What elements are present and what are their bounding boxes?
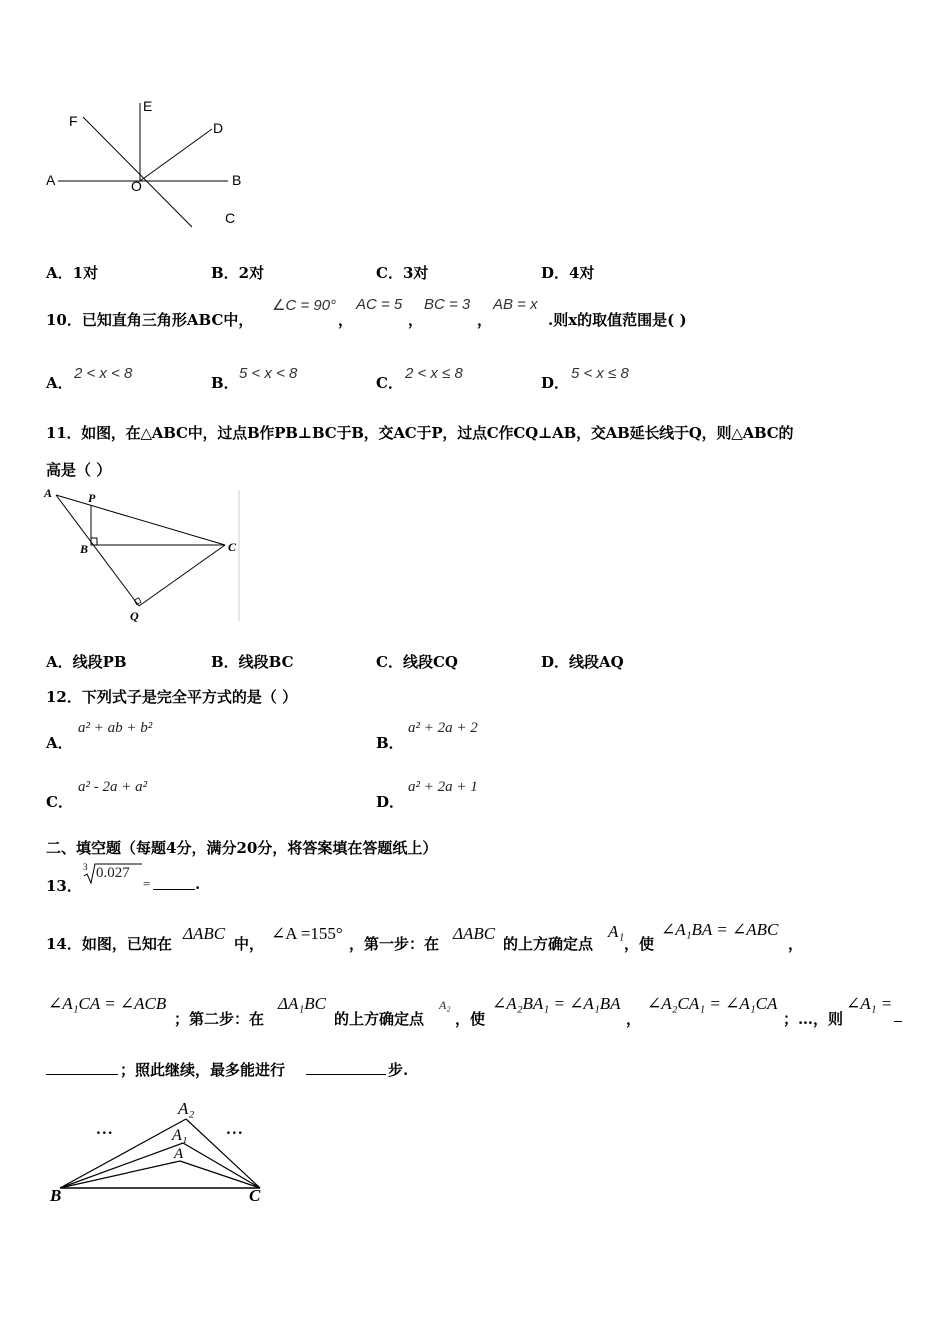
q14-eq-3: ∠A₂BA₁ = ∠A₁BA <box>492 994 621 1013</box>
right-angle-mark-B <box>91 538 97 545</box>
q14-triangle-a1bc: ΔA₁BC <box>278 994 326 1013</box>
q11-option-c[interactable]: C．线段CQ <box>376 653 458 671</box>
section-2-title: 二、填空题（每题4分，满分20分，将答案填在答题纸上） <box>46 839 438 857</box>
q10-option-c-math[interactable]: 2 < x ≤ 8 <box>405 365 463 382</box>
q13-radical-index: 3 <box>83 862 88 872</box>
q14-text-9: ，使 <box>455 1010 486 1028</box>
label-Q: Q <box>130 609 139 623</box>
label-F: F <box>69 113 78 129</box>
q12-option-c-math[interactable]: a² - 2a + a² <box>78 779 148 795</box>
q10-option-d-label[interactable]: D． <box>541 374 570 392</box>
q14-triangle-abc-2: ΔABC <box>453 924 496 943</box>
q14-angle-a: ∠A =155° <box>271 924 343 943</box>
q12-option-a-label[interactable]: A． <box>46 734 73 752</box>
q12-stem: 12．下列式子是完全平方式的是（ ） <box>46 688 298 706</box>
q10-option-b-math[interactable]: 5 < x < 8 <box>239 365 298 382</box>
q11-option-b[interactable]: B．线段BC <box>211 653 294 671</box>
q14-triangle-figure <box>50 1095 280 1215</box>
q10-comma-1: ， <box>338 311 354 329</box>
q14-text-2: 中， <box>234 935 265 953</box>
label-A: A <box>44 486 53 500</box>
label-B: B <box>50 1186 62 1205</box>
q10-option-d-math[interactable]: 5 < x ≤ 8 <box>571 365 629 382</box>
label-A2: A₂ <box>178 1099 195 1118</box>
q14-answer-blank-2[interactable] <box>306 1059 386 1075</box>
q10-stem-prefix: 10．已知直角三角形ABC中， <box>46 311 254 329</box>
segment-BA <box>60 1161 180 1188</box>
q11-stem-line1: 11．如图，在△ABC中，过点B作PB⊥BC于B，交AC于P，过点C作CQ⊥AB，交AB延长线于Q，则△ABC的 <box>46 424 794 442</box>
label-E: E <box>143 98 153 114</box>
q10-cond-ab: AB = x <box>493 296 538 313</box>
segment-AQ <box>56 495 139 606</box>
q12-option-b-label[interactable]: B． <box>376 734 404 752</box>
q9-option-a[interactable]: A．1对 <box>46 264 99 282</box>
q10-option-a-math[interactable]: 2 < x < 8 <box>74 365 133 382</box>
label-A1: A₁ <box>172 1127 188 1144</box>
q14-text-3: ，第一步：在 <box>349 935 440 953</box>
q14-text-11: ；…，则 <box>783 1010 844 1028</box>
q10-comma-3: ， <box>477 311 493 329</box>
q14-text-6: ， <box>788 935 804 953</box>
q9-option-c[interactable]: C．3对 <box>376 264 429 282</box>
q13-period: . <box>195 875 201 893</box>
line-FC <box>83 117 192 227</box>
label-D: D <box>213 120 224 136</box>
label-A: A <box>174 1146 184 1162</box>
label-C: C <box>225 210 236 226</box>
q14-text-5: ，使 <box>624 935 655 953</box>
q10-option-b-label[interactable]: B． <box>211 374 239 392</box>
label-C: C <box>249 1186 261 1205</box>
q14-text-10: ， <box>626 1010 642 1028</box>
q14-eq-1: ∠A₁BA = ∠ABC <box>661 920 779 939</box>
q9-option-d[interactable]: D．4对 <box>541 264 595 282</box>
q14-answer-blank-1[interactable] <box>46 1059 118 1075</box>
q14-text-12: ；照此继续，最多能进行 <box>120 1061 286 1079</box>
label-A: A <box>46 172 56 188</box>
segment-CA2 <box>186 1119 260 1188</box>
ray-OD <box>140 129 212 181</box>
segment-AC <box>56 495 225 545</box>
q14-point-a2: A₂ <box>439 998 451 1012</box>
q10-comma-2: ， <box>408 311 424 329</box>
q10-cond-ac: AC = 5 <box>356 296 403 313</box>
q12-option-d-label[interactable]: D． <box>376 793 405 811</box>
q9-option-b[interactable]: B．2对 <box>211 264 265 282</box>
q14-eq-5: ∠A₁ = <box>846 994 893 1013</box>
q14-eq-2: ∠A₁CA = ∠ACB <box>48 994 167 1013</box>
q14-text-7: ；第二步：在 <box>174 1010 265 1028</box>
q14-point-a1: A₁ <box>608 922 625 941</box>
q14-text-13: 步. <box>388 1061 409 1079</box>
ellipsis-left: ... <box>96 1122 114 1138</box>
ellipsis-right: ... <box>226 1122 244 1138</box>
q14-eq-4: ∠A₂CA₁ = ∠A₁CA <box>647 994 778 1013</box>
q11-triangle-figure <box>42 485 247 625</box>
q14-text-8: 的上方确定点 <box>334 1010 425 1028</box>
q12-option-d-math[interactable]: a² + 2a + 1 <box>408 779 478 795</box>
q10-option-c-label[interactable]: C． <box>376 374 403 392</box>
label-B: B <box>232 172 242 188</box>
q11-option-a[interactable]: A．线段PB <box>46 653 127 671</box>
q14-text-1: 14．如图，已知在 <box>46 935 172 953</box>
q14-text-4: 的上方确定点 <box>503 935 594 953</box>
segment-CQ <box>139 545 225 606</box>
label-O: O <box>131 178 142 194</box>
q12-option-a-math[interactable]: a² + ab + b² <box>78 720 153 736</box>
q10-cond-bc: BC = 3 <box>424 296 471 313</box>
q14-triangle-abc-1: ΔABC <box>183 924 226 943</box>
q11-stem-line2: 高是（ ） <box>46 461 112 479</box>
label-P: P <box>88 491 96 505</box>
q13-answer-blank[interactable] <box>153 874 195 890</box>
q14-answer-blank-1-start[interactable] <box>894 1007 902 1022</box>
q13-number: 13． <box>46 877 82 895</box>
label-C: C <box>228 540 237 554</box>
q13-radicand: 0.027 <box>96 865 130 881</box>
q13-equals: = <box>143 876 151 891</box>
q10-option-a-label[interactable]: A． <box>46 374 73 392</box>
label-B: B <box>80 542 89 556</box>
segment-BA2 <box>60 1119 186 1188</box>
q10-cond-angle-c: ∠C = 90° <box>272 297 337 314</box>
q11-option-d[interactable]: D．线段AQ <box>541 653 624 671</box>
q12-option-c-label[interactable]: C． <box>46 793 73 811</box>
q12-option-b-math[interactable]: a² + 2a + 2 <box>408 720 478 736</box>
segment-BA1 <box>60 1143 183 1188</box>
q10-stem-suffix: .则x的取值范围是( ) <box>548 311 687 329</box>
